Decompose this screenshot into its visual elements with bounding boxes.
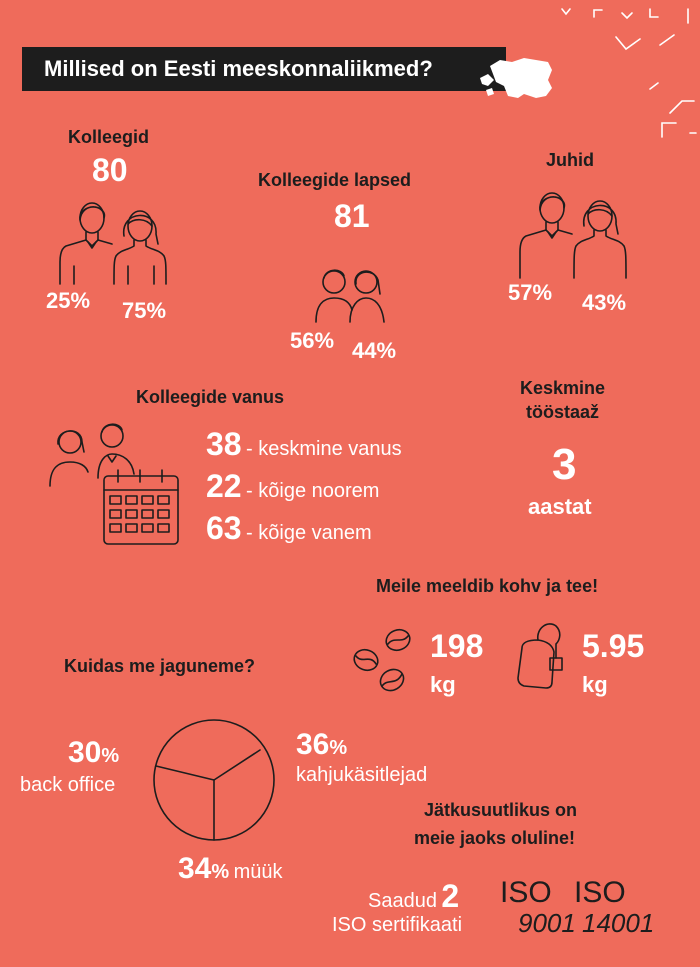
age-youngest-value: 22 (206, 468, 242, 504)
age-row-youngest (206, 468, 379, 505)
certificates-text: ISO sertifikaati (332, 914, 463, 936)
sales-pct (178, 852, 283, 886)
age-oldest-text: - kõige vanem (246, 522, 372, 544)
sustainability-label-line1: Jätkusuutlikus on (424, 800, 578, 820)
split-label: Kuidas me jaguneme? (64, 656, 256, 676)
claims-pct-sign: % (329, 737, 348, 759)
iso2-top: ISO (574, 876, 626, 909)
people-calendar-icon (46, 418, 186, 548)
age-row-average (206, 426, 402, 463)
ages-label: Kolleegide vanus (136, 387, 285, 407)
claims-text: kahjukäsitlejad (296, 764, 428, 786)
tea-value: 5.95 (582, 628, 645, 664)
claims-pct (296, 728, 347, 762)
children-count: 81 (334, 198, 370, 234)
age-youngest-text: - kõige noorem (246, 480, 380, 502)
age-average-text: - keskmine vanus (246, 438, 402, 460)
sales-pct-sign: % (211, 861, 230, 883)
claims-value: 36 (296, 728, 330, 761)
sales-text: müük (233, 861, 283, 883)
tenure-unit: aastat (528, 494, 592, 519)
estonia-map-icon (478, 52, 558, 104)
iso1-top: ISO (500, 876, 552, 909)
coffee-tea-label: Meile meeldib kohv ja tee! (376, 576, 599, 596)
colleagues-label: Kolleegid (68, 127, 150, 147)
managers-female-pct: 43% (582, 290, 627, 315)
coffee-beans-icon (348, 624, 420, 698)
children-icon (312, 262, 392, 324)
children-girl-pct: 44% (352, 338, 397, 363)
managers-male-pct: 57% (508, 280, 553, 305)
children-label: Kolleegide lapsed (258, 170, 412, 190)
iso2-bottom: 14001 (582, 908, 655, 938)
colleagues-count: 80 (92, 152, 128, 188)
coffee-unit: kg (430, 672, 456, 697)
children-boy-pct: 56% (290, 328, 335, 353)
decorative-marks (550, 5, 700, 145)
tea-bag-icon (508, 618, 572, 692)
coffee-value: 198 (430, 628, 484, 664)
page-title: Millised on Eesti meeskonnaliikmed? (44, 56, 433, 81)
iso1-bottom: 9001 (518, 908, 576, 938)
back-office-pct (68, 736, 119, 770)
certificates-received (368, 878, 459, 915)
received-text: Saadud (368, 890, 437, 912)
sales-value: 34 (178, 852, 212, 885)
sustainability-label-line2: meie jaoks oluline! (414, 828, 576, 848)
colleagues-female-pct: 75% (122, 298, 167, 323)
certificates-count: 2 (441, 878, 460, 914)
back-office-value: 30 (68, 736, 102, 769)
back-office-text: back office (20, 774, 116, 796)
age-average-value: 38 (206, 426, 242, 462)
colleagues-people-icon (58, 196, 168, 290)
age-row-oldest (206, 510, 372, 547)
tenure-value: 3 (552, 440, 577, 489)
tea-unit: kg (582, 672, 608, 697)
colleagues-male-pct: 25% (46, 288, 91, 313)
age-oldest-value: 63 (206, 510, 242, 546)
back-office-pct-sign: % (101, 745, 120, 767)
managers-label: Juhid (546, 150, 594, 170)
managers-people-icon (518, 186, 636, 282)
tenure-label-line2: tööstaaž (526, 402, 600, 422)
tenure-label-line1: Keskmine (520, 378, 606, 398)
split-pie-icon (148, 714, 280, 846)
